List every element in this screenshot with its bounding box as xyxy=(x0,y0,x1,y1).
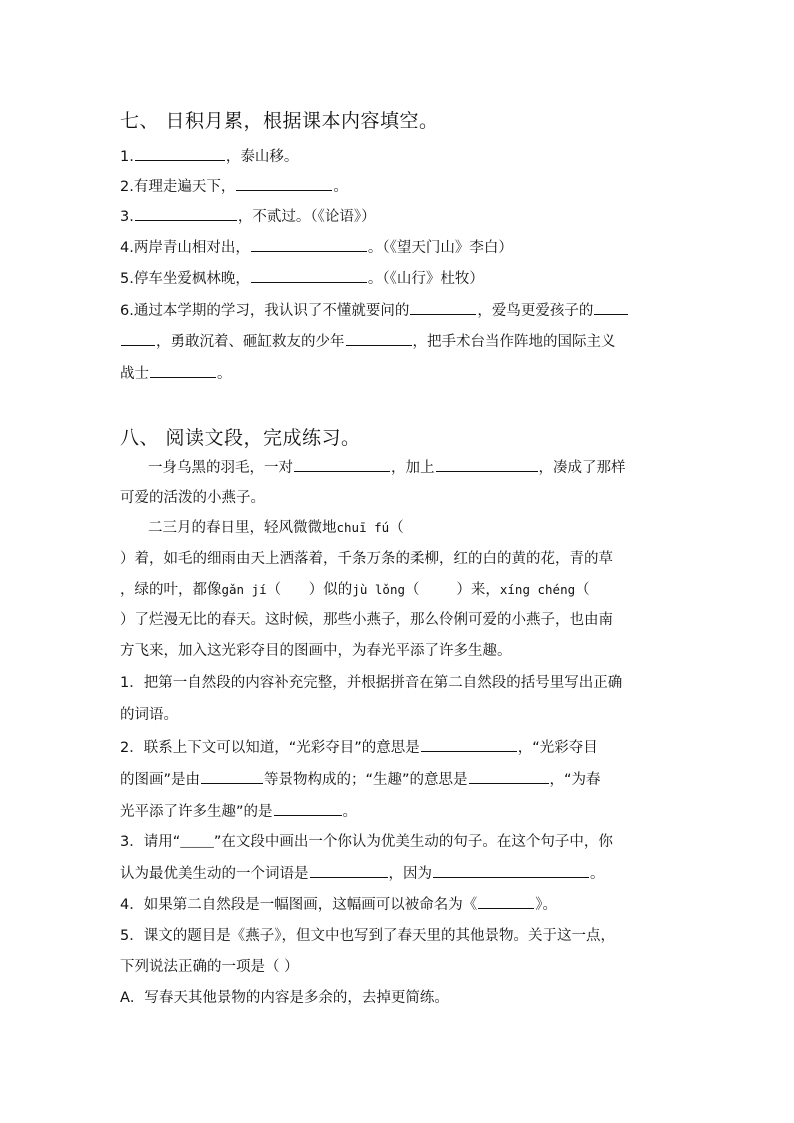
answer-blank[interactable] xyxy=(294,457,390,472)
section8-heading: 八、 阅读文段，完成练习。 xyxy=(120,427,361,449)
para2-line3: ，绿的叶，都像gǎn jí（ ）似的jù lǒng（ ）来，xíng chéng（ xyxy=(120,582,590,598)
question-5-line2: 下列说法正确的一项是（ ） xyxy=(120,959,299,975)
fill-item-5: 5.停车坐爱枫林晚， 。（《山行》杜牧） xyxy=(120,268,484,289)
fill-item-1: 1. ，泰山移。 xyxy=(120,146,298,167)
question-1-line2: 的词语。 xyxy=(120,707,178,723)
option-a[interactable]: A．写春天其他景物的内容是多余的，去掉更简练。 xyxy=(120,990,449,1006)
answer-blank[interactable] xyxy=(274,801,342,816)
pinyin-chuifu: chuī fú xyxy=(336,520,390,535)
fill-item-6-line3: 战士 。 xyxy=(120,363,232,384)
para2-line2: ）着，如毛的细雨由天上洒落着，千条万条的柔柳，红的白的黄的花，青的草 xyxy=(120,551,613,567)
answer-blank[interactable] xyxy=(594,300,628,315)
answer-blank[interactable] xyxy=(135,146,225,161)
pinyin-ganji: gǎn jí xyxy=(221,582,267,597)
fill-item-4: 4.两岸青山相对出， 。（《望天门山》李白） xyxy=(120,237,513,258)
answer-blank[interactable] xyxy=(346,331,412,346)
underline-mark: ____ xyxy=(180,835,214,851)
answer-blank[interactable] xyxy=(433,863,589,878)
para1-line1: 一身乌黑的羽毛，一对 ，加上 ，凑成了那样 xyxy=(148,457,626,478)
pinyin-julong: jù lǒng xyxy=(352,582,405,597)
question-3-line1: 3．请用“____”在文段中画出一个你认为优美生动的句子。在这个句子中，你 xyxy=(120,834,613,851)
answer-blank[interactable] xyxy=(478,894,534,909)
answer-blank[interactable] xyxy=(469,769,549,784)
para1-line2: 可爱的活泼的小燕子。 xyxy=(120,490,265,506)
answer-blank[interactable] xyxy=(410,300,476,315)
question-3-line2: 认为最优美生动的一个词语是 ，因为 。 xyxy=(120,863,605,884)
pinyin-xingcheng: xíng chéng xyxy=(499,582,576,597)
question-2-line2: 的图画”是由 等景物构成的；“生趣”的意思是 ，“为春 xyxy=(120,769,601,790)
question-1-line1: 1．把第一自然段的内容补充完整，并根据拼音在第二自然段的括号里写出正确 xyxy=(120,675,623,691)
answer-blank[interactable] xyxy=(121,331,155,346)
fill-item-6-line1: 6.通过本学期的学习，我认识了不懂就要问的 ，爱鸟更爱孩子的 xyxy=(120,300,629,321)
answer-blank[interactable] xyxy=(251,237,367,252)
question-4: 4．如果第二自然段是一幅图画，这幅画可以被命名为《 》。 xyxy=(120,894,557,915)
para2-line1: 二三月的春日里，轻风微微地chuī fú（ xyxy=(148,520,404,536)
section7-heading: 七、 日积月累，根据课本内容填空。 xyxy=(120,110,439,132)
answer-blank[interactable] xyxy=(310,863,388,878)
fill-item-2: 2.有理走遍天下， 。 xyxy=(120,176,348,197)
para2-line4: ）了烂漫无比的春天。这时候，那些小燕子，那么伶俐可爱的小燕子，也由南 xyxy=(120,612,613,628)
answer-blank[interactable] xyxy=(236,176,332,191)
question-2-line1: 2．联系上下文可以知道，“光彩夺目”的意思是 ，“光彩夺目 xyxy=(120,737,598,758)
fill-item-3: 3. ，不贰过。（《论语》） xyxy=(120,206,376,227)
answer-blank[interactable] xyxy=(201,769,263,784)
fill-item-6-line2: ，勇敢沉着、砸缸救友的少年 ，把手术台当作阵地的国际主义 xyxy=(120,331,616,352)
answer-blank[interactable] xyxy=(251,268,367,283)
question-2-line3: 光平添了许多生趣”的是 。 xyxy=(120,801,357,822)
question-5-line1: 5．课文的题目是《燕子》，但文中也写到了春天里的其他景物。关于这一点， xyxy=(120,928,615,944)
answer-blank[interactable] xyxy=(150,363,216,378)
answer-blank[interactable] xyxy=(135,206,237,221)
para2-line5: 方飞来，加入这光彩夺目的图画中，为春光平添了许多生趣。 xyxy=(120,643,512,659)
answer-blank[interactable] xyxy=(436,457,538,472)
answer-blank[interactable] xyxy=(421,737,517,752)
